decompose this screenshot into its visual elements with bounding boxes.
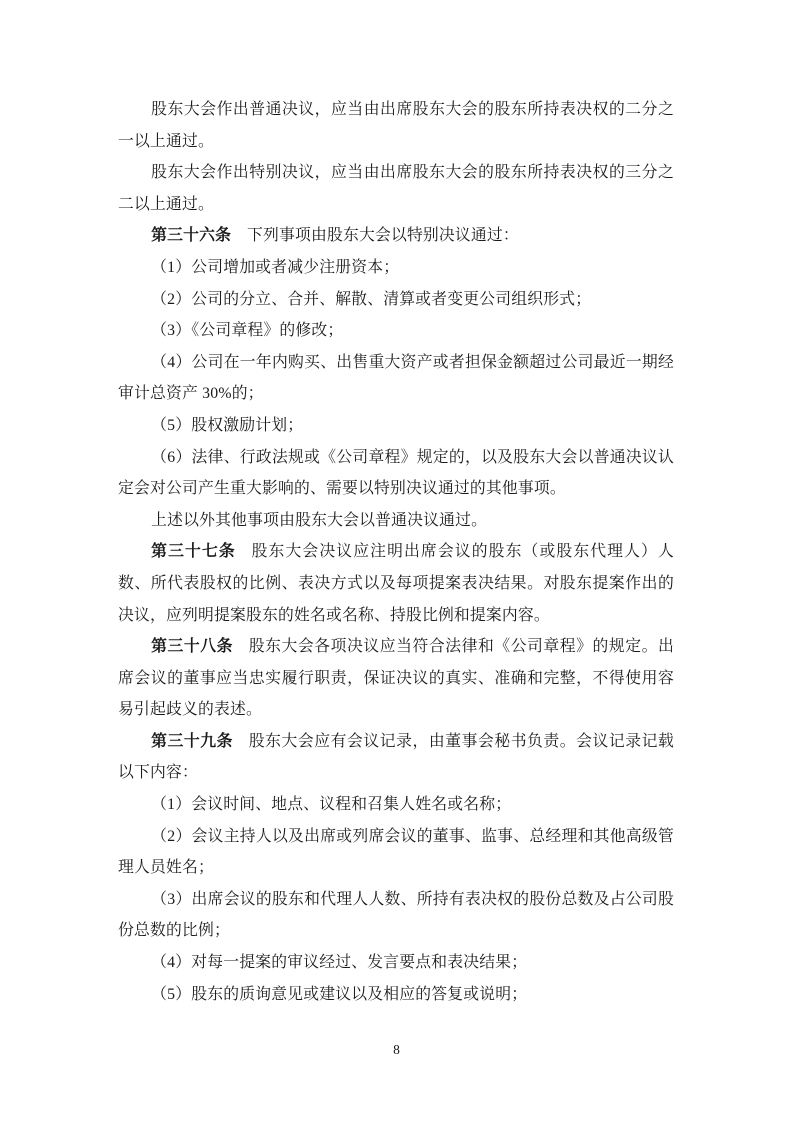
list-item [118, 347, 674, 410]
page-footer [0, 1040, 793, 1060]
list-item [118, 315, 674, 347]
paragraph-text: 上述以外其他事项由股东大会以普通决议通过。 [151, 511, 488, 529]
paragraph-text: （3）《公司章程》的修改； [151, 322, 344, 340]
article-number: 第三十八条 [151, 638, 234, 656]
paragraph-text: 股东大会决议应注明出席会议的股东（或股东代理人）人数、所代表股权的比例、表决方式以及每项提案表决结果。对股东提案作出的决议，应列明提案股东的姓名或名称、持股比例和提案内容。 [118, 543, 674, 624]
article-number: 第三十九条 [151, 732, 234, 750]
paragraph-article-38 [118, 631, 674, 726]
paragraph-text: 股东大会作出普通决议，应当由出席股东大会的股东所持表决权的二分之一以上通过。 [118, 101, 674, 150]
paragraph-text: （6）法律、行政法规或《公司章程》规定的，以及股东大会以普通决议认定会对公司产生重大影响的、需要以特别决议通过的其他事项。 [118, 448, 674, 498]
paragraph-text: （4）对每一提案的审议经过、发言要点和表决结果； [151, 954, 528, 972]
paragraph-text: （5）股东的质询意见或建议以及相应的答复或说明； [151, 985, 528, 1003]
list-item [118, 252, 674, 284]
document-body [118, 94, 674, 1010]
paragraph [118, 505, 674, 537]
paragraph-text: （1）会议时间、地点、议程和召集人姓名或名称； [151, 796, 512, 814]
paragraph-text: （1）公司增加或者减少注册资本； [151, 258, 400, 276]
paragraph-text: （3）出席会议的股东和代理人人数、所持有表决权的股份总数及占公司股份总数的比例； [118, 890, 674, 940]
paragraph-text: 股东大会应有会议记录，由董事会秘书负责。会议记录记载以下内容： [118, 732, 674, 782]
paragraph-text: （2）会议主持人以及出席或列席会议的董事、监事、总经理和其他高级管理人员姓名； [118, 827, 674, 877]
paragraph-text: 股东大会各项决议应当符合法律和《公司章程》的规定。出席会议的董事应当忠实履行职责，保证决议的真实、准确和完整，不得使用容易引起歧义的表述。 [118, 638, 674, 719]
list-item [118, 789, 674, 821]
paragraph-article-36 [118, 220, 674, 252]
paragraph-text: 股东大会作出特别决议，应当由出席股东大会的股东所持表决权的三分之二以上通过。 [118, 164, 674, 213]
list-item [118, 821, 674, 884]
paragraph [118, 94, 674, 157]
paragraph-text: 下列事项由股东大会以特别决议通过： [246, 227, 519, 245]
list-item [118, 284, 674, 316]
article-number: 第三十七条 [151, 543, 236, 561]
paragraph-article-37 [118, 536, 674, 631]
paragraph-article-39 [118, 726, 674, 789]
list-item [118, 442, 674, 505]
page-number: 8 [393, 1042, 400, 1057]
list-item [118, 947, 674, 979]
list-item [118, 979, 674, 1011]
paragraph-text: （4）公司在一年内购买、出售重大资产或者担保金额超过公司最近一期经审计总资产 30%的； [118, 353, 674, 403]
article-number: 第三十六条 [151, 227, 232, 245]
list-item [118, 884, 674, 947]
paragraph [118, 157, 674, 220]
paragraph-text: （2）公司的分立、合并、解散、清算或者变更公司组织形式； [151, 290, 592, 308]
paragraph-text: （5）股权激励计划； [151, 416, 304, 434]
list-item [118, 410, 674, 442]
